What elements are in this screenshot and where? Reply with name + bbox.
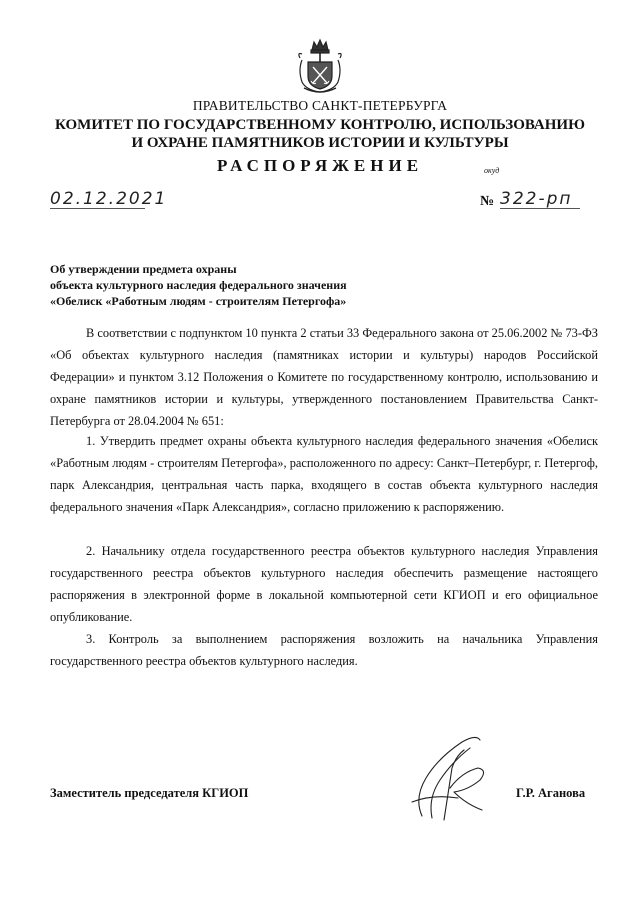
committee-title-line-1: КОМИТЕТ ПО ГОСУДАРСТВЕННОМУ КОНТРОЛЮ, ИСПОЛЬЗОВАНИЮ: [55, 117, 585, 133]
subject-block: [50, 261, 410, 309]
subject-line-3: «Обелиск «Работным людям - строителям Петергофа»: [50, 294, 347, 308]
handwritten-signature-icon: [392, 728, 502, 828]
document-date: 02.12.2021: [50, 189, 168, 209]
government-title: ПРАВИТЕЛЬСТВО САНКТ-ПЕТЕРБУРГА: [192, 98, 448, 113]
subject-line-2: объекта культурного наследия федерального значения: [50, 278, 347, 292]
subject-line-1: Об утверждении предмета охраны: [50, 262, 237, 276]
signatory-name: Г.Р. Аганова: [516, 786, 586, 800]
order-item-2: 2. Начальнику отдела государственного реестра объектов культурного наследия Управления государственного реестра объектов культурного наследия обеспечить размещение настоящего распоряжения в электронной форме в локальной компьютерной сети КГИОП и его официальное опубликование.: [50, 544, 598, 624]
document-type: РАСПОРЯЖЕНИЕ: [216, 156, 424, 175]
order-item-1: 1. Утвердить предмет охраны объекта культурного наследия федерального значения «Обелиск «Работным людям - строителям Петергофа», расположенного по адресу: Санкт–Петербург, г. Петергоф, парк Александрия, центральная часть парка, входящего в состав объекта культурного наследия федерального значения «Парк Александрия», согласно приложению к распоряжению.: [50, 434, 598, 514]
document-number: 322-рп: [500, 190, 580, 209]
okud-label: окуд: [484, 166, 500, 175]
coat-of-arms-icon: [296, 38, 344, 96]
number-sign: №: [480, 194, 495, 209]
preamble-paragraph: В соответствии с подпунктом 10 пункта 2 статьи 33 Федерального закона от 25.06.2002 № 73-ФЗ «Об объектах культурного наследия (памятниках истории и культуры) народов Российской Федерации» и пунктом 3.12 Положения о Комитете по государственному контролю, использованию и охране памятников истории и культуры, утвержденного постановлением Правительства Санкт-Петербурга от 28.04.2004 № 651:: [50, 326, 598, 428]
signatory-title: Заместитель председателя КГИОП: [50, 786, 249, 800]
order-item-3: 3. Контроль за выполнением распоряжения возложить на начальника Управления государственного реестра объектов культурного наследия.: [50, 632, 598, 668]
committee-title-line-2: И ОХРАНЕ ПАМЯТНИКОВ ИСТОРИИ И КУЛЬТУРЫ: [131, 135, 509, 151]
